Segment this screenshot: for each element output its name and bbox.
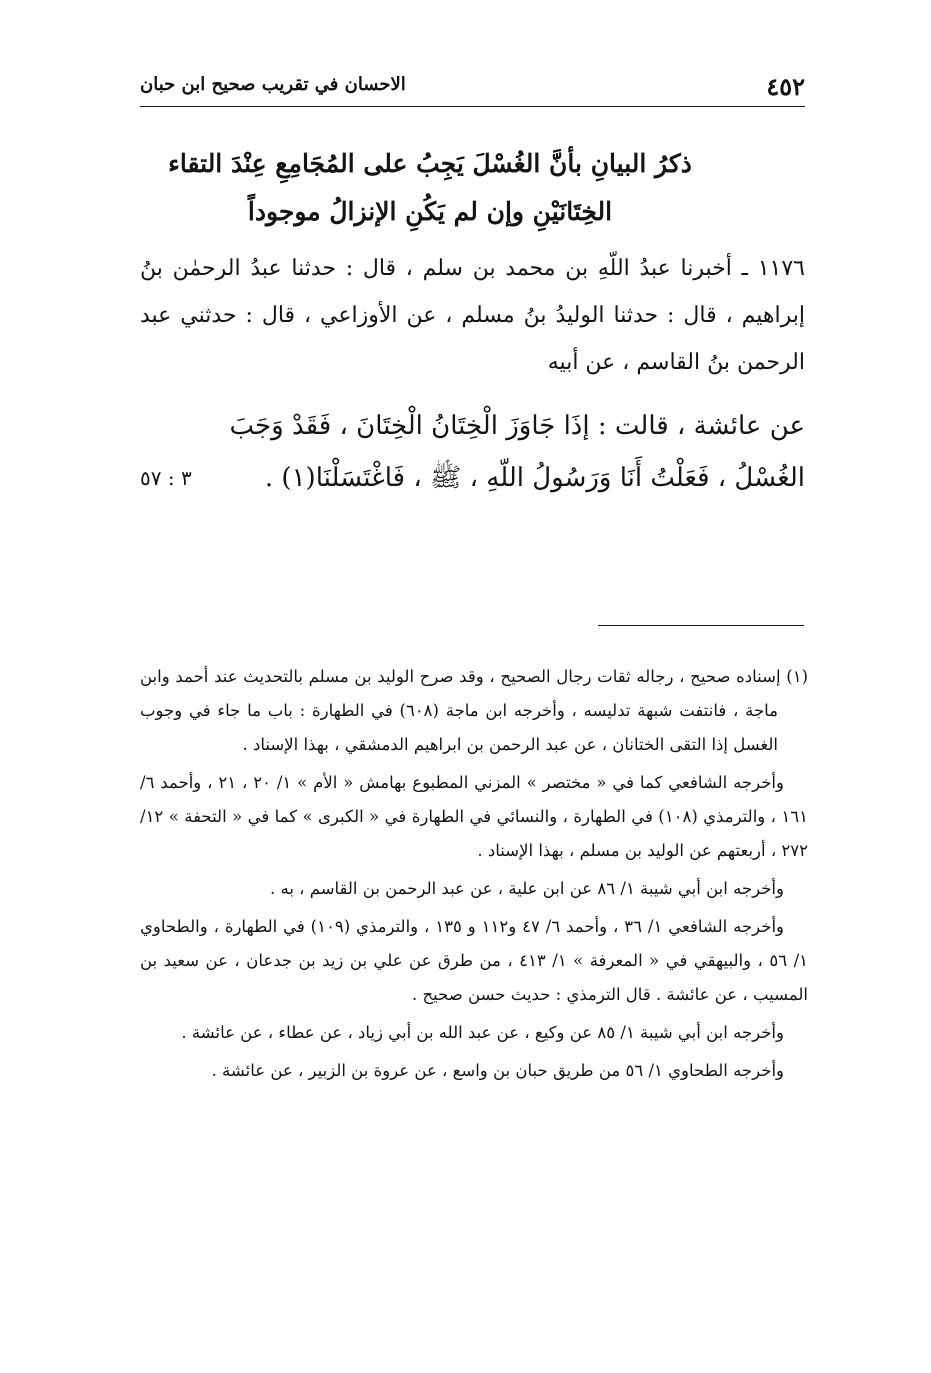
footnote-paragraph: وأخرجه ابن أبي شيبة ١/ ٨٦ عن ابن علية ، عن عبد الرحمن بن القاسم ، به . bbox=[269, 879, 784, 898]
hadith-matn bbox=[140, 400, 805, 504]
hadith-isnad: ١١٧٦ ـ أخبرنا عبدُ اللّهِ بن محمد بن سلم ، قال : حدثنا عبدُ الرحمٰن بنُ إبراهيم ، قال : حدثنا الوليدُ بنُ مسلم ، عن الأوزاعي ، قال : حدثني عبد الرحمن بنُ القاسم ، عن أبيه bbox=[140, 256, 805, 375]
footnote-paragraph: وأخرجه الشافعي كما في « مختصر » المزني المطبوع بهامش « الأم » ١/ ٢٠ ، ٢١ ، وأحمد ٦/ ١٦١ ، والترمذي (١٠٨) في الطهارة ، والنسائي في الطهارة في « الكبرى » كما في « التحفة » ١٢/ ٢٧٢ ، أربعتهم عن الوليد بن مسلم ، بهذا الإسناد . bbox=[140, 773, 809, 860]
chapter-title-line-2: الخِتَانَيْنِ وإن لم يَكُنِ الإنزالُ موجوداً bbox=[247, 197, 613, 226]
footnotes bbox=[140, 660, 808, 1092]
chapter-title bbox=[150, 140, 710, 236]
footnote-paragraph: وأخرجه ابن أبي شيبة ١/ ٨٥ عن وكيع ، عن عبد الله بن أبي زياد ، عن عطاء ، عن عائشة . bbox=[181, 1023, 784, 1042]
chapter-title-line-1: ذكرُ البيانِ بأنَّ الغُسْلَ يَجِبُ على المُجَامِعِ عِنْدَ التقاء bbox=[168, 149, 692, 178]
footnote-paragraph: وأخرجه الشافعي ١/ ٣٦ ، وأحمد ٦/ ٤٧ و١١٢ و ١٣٥ ، والترمذي (١٠٩) في الطهارة ، والطحاوي ١/ ٥٦ ، والبيهقي في « المعرفة » ١/ ٤١٣ ، من طرق عن علي بن زيد بن جدعان ، عن سعيد بن المسيب ، عن عائشة . قال الترمذي : حديث حسن صحيح . bbox=[140, 917, 809, 1004]
book-title: الاحسان في تقريب صحيح ابن حبان bbox=[140, 74, 406, 95]
page-number: ٤٥٢ bbox=[766, 72, 805, 101]
hadith-matn-line-1: عن عائشة ، قالت : إذَا جَاوَزَ الْخِتَانُ الْخِتَانَ ، فَقَدْ وَجَبَ bbox=[229, 411, 805, 441]
hadith-matn-line-2-wrap bbox=[140, 452, 805, 504]
footnote-paragraph: وأخرجه الطحاوي ١/ ٥٦ من طريق حبان بن واسع ، عن عروة بن الزبير ، عن عائشة . bbox=[211, 1061, 784, 1080]
hadith-matn-line-2: الغُسْلُ ، فَعَلْتُ أَنَا وَرَسُولُ اللّهِ ، ﷺ ، فَاغْتَسَلْنَا(١) . bbox=[264, 463, 805, 493]
volume-reference: ٣ : ٥٧ bbox=[140, 466, 192, 490]
footnote-paragraph: (١) إسناده صحيح ، رجاله ثقات رجال الصحيح ، وقد صرح الوليد بن مسلم بالتحديث عند أحمد وابن ماجة ، فانتفت شبهة تدليسه ، وأخرجه ابن ماجة (٦٠٨) في الطهارة : باب ما جاء في وجوب الغسل إذا التقى الختانان ، عن عبد الرحمن بن ابراهيم الدمشقي ، بهذا الإسناد . bbox=[140, 667, 809, 754]
running-header bbox=[140, 68, 805, 107]
footnote-divider bbox=[598, 625, 804, 626]
